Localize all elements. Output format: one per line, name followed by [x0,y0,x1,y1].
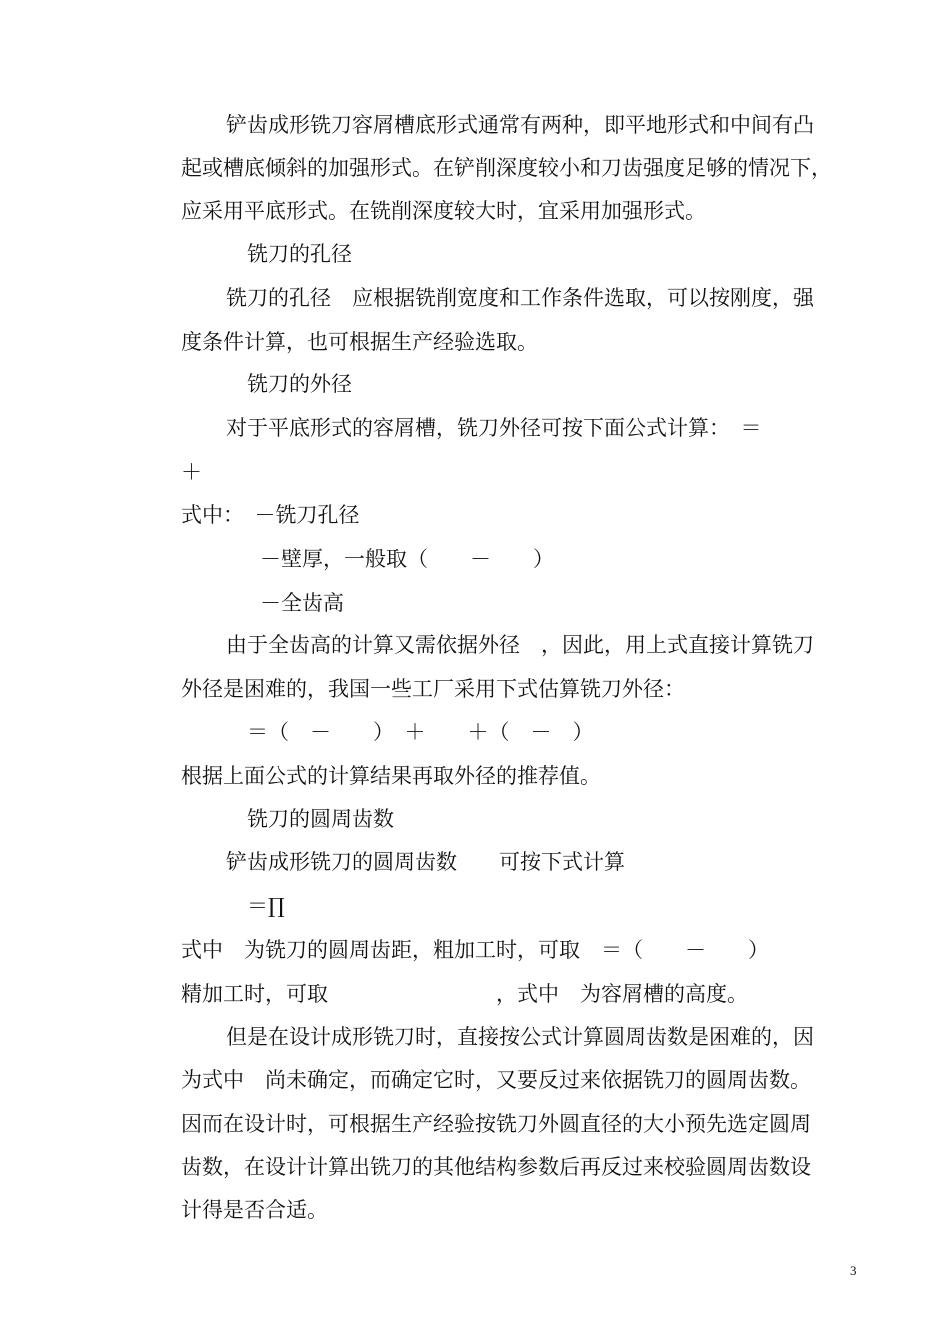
paragraph-line-6: 度条件计算，也可根据生产经验选取。 [181,330,538,354]
section-heading-bore: 铣刀的孔径 [247,242,352,266]
paragraph-line-22: 但是在设计成形铣刀时，直接按公式计算圆周齿数是困难的，因 [226,1025,814,1049]
paragraph-line-20: 式中 为铣刀的圆周齿距，粗加工时，可取 ＝（ － ） [181,938,769,962]
page-number: 3 [850,1263,857,1278]
paragraph-line-1: 铲齿成形铣刀容屑槽底形式通常有两种，即平地形式和中间有凸 [226,113,814,137]
paragraph-line-2: 起或槽底倾斜的加强形式。在铲削深度较小和刀齿强度足够的情况下， [181,156,832,180]
paragraph-line-24: 因而在设计时，可根据生产经验按铣刀外圆直径的大小预先选定圆周 [181,1112,811,1136]
paragraph-line-3: 应采用平底形式。在铣削深度较大时，宜采用加强形式。 [181,199,706,223]
paragraph-line-14: 外径是困难的，我国一些工厂采用下式估算铣刀外径： [181,677,685,701]
paragraph-line-23: 为式中 尚未确定，而确定它时，又要反过来依据铣刀的圆周齿数。 [181,1068,811,1092]
section-heading-outer-diameter: 铣刀的外径 [247,372,352,396]
paragraph-line-13: 由于全齿高的计算又需依据外径 ，因此，用上式直接计算铣刀 [226,633,814,657]
paragraph-line-16: 根据上面公式的计算结果再取外径的推荐值。 [181,764,601,788]
formula-line-19: ＝∏ [247,894,285,918]
formula-line-9: ＋ [181,460,202,484]
paragraph-line-8: 对于平底形式的容屑槽，铣刀外径可按下面公式计算： ＝ [226,416,762,440]
legend-line-10: 式中： －铣刀孔径 [181,503,360,527]
formula-line-15: ＝（ － ） ＋ ＋（ － ） [247,720,594,744]
legend-line-11: －壁厚，一般取（ － ） [260,547,554,571]
paragraph-line-26: 计得是否合适。 [181,1198,328,1222]
paragraph-line-5: 铣刀的孔径 应根据铣削宽度和工作条件选取，可以按刚度，强 [226,286,814,310]
section-heading-teeth: 铣刀的圆周齿数 [247,807,394,831]
paragraph-line-21: 精加工时，可取 ，式中 为容屑槽的高度。 [181,982,748,1006]
legend-line-12: －全齿高 [260,591,344,615]
paragraph-line-18: 铲齿成形铣刀的圆周齿数 可按下式计算 [226,850,625,874]
paragraph-line-25: 齿数，在设计计算出铣刀的其他结构参数后再反过来校验圆周齿数设 [181,1155,811,1179]
